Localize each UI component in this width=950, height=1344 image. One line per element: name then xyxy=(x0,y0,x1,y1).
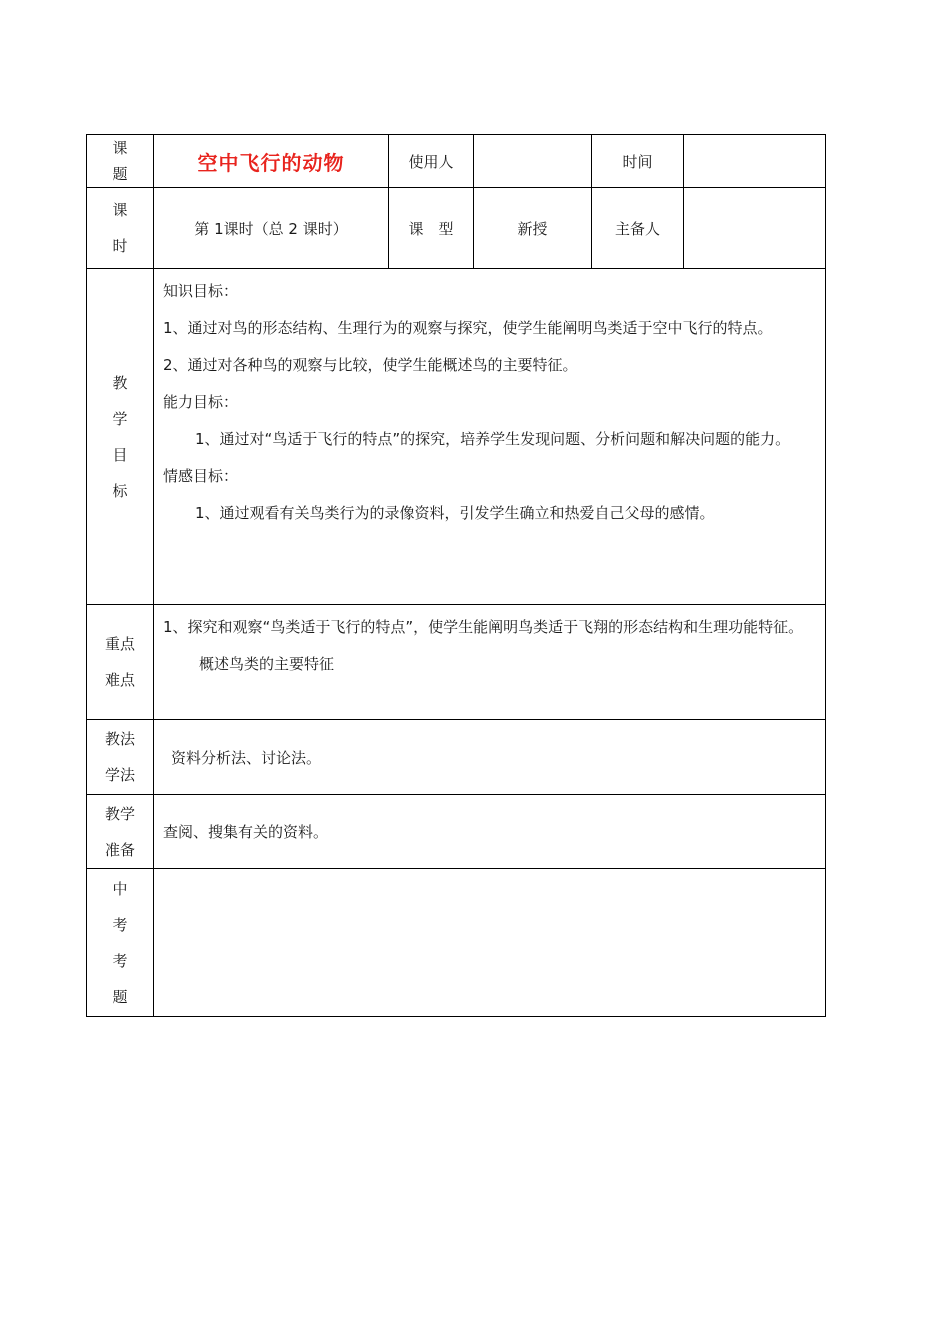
key-points-label-line: 重点 xyxy=(104,635,135,653)
key-points-content xyxy=(154,605,826,720)
time-value xyxy=(684,135,826,188)
exam-questions-text xyxy=(154,869,826,1017)
period-value: 第 1课时（总 2 课时） xyxy=(154,188,389,269)
key-points-row xyxy=(87,605,826,720)
knowledge-item: 1、通过对鸟的形态结构、生理行为的观察与探究，使学生能阐明鸟类适于空中飞行的特点。 xyxy=(163,319,773,337)
type-value: 新授 xyxy=(474,188,592,269)
topic-label-char: 题 xyxy=(112,165,128,183)
type-label: 课 型 xyxy=(389,188,474,269)
exam-questions-label-char: 中 xyxy=(112,879,128,898)
objectives-row xyxy=(87,269,826,605)
objectives-content xyxy=(154,269,826,605)
topic-label-char: 课 xyxy=(112,139,128,157)
preparation-row xyxy=(87,795,826,869)
user-value xyxy=(474,135,592,188)
topic-label-cell xyxy=(87,135,154,188)
objectives-label-char: 标 xyxy=(112,481,128,500)
objectives-label-cell xyxy=(87,269,154,605)
preparation-label-line: 准备 xyxy=(104,840,135,859)
knowledge-heading: 知识目标： xyxy=(163,282,239,300)
preparation-text: 查阅、搜集有关的资料。 xyxy=(154,795,826,869)
exam-questions-label-char: 考 xyxy=(112,951,128,970)
preparer-label: 主备人 xyxy=(592,188,684,269)
period-label-char: 课 xyxy=(112,201,128,219)
period-label-cell xyxy=(87,188,154,269)
knowledge-item: 2、通过对各种鸟的观察与比较，使学生能概述鸟的主要特征。 xyxy=(163,356,578,374)
time-label: 时间 xyxy=(592,135,684,188)
objectives-label-char: 目 xyxy=(112,445,128,464)
key-points-label-cell xyxy=(87,605,154,720)
preparation-label-cell xyxy=(87,795,154,869)
topic-row xyxy=(87,135,826,188)
exam-questions-row xyxy=(87,869,826,1017)
preparer-value xyxy=(684,188,826,269)
objectives-label-char: 教 xyxy=(112,373,128,392)
objectives-label-char: 学 xyxy=(112,409,128,428)
emotion-heading: 情感目标： xyxy=(163,467,239,485)
methods-row xyxy=(87,720,826,795)
methods-label-line: 教法 xyxy=(104,730,135,748)
key-points-label-line: 难点 xyxy=(104,671,135,689)
key-point-item: 概述鸟类的主要特征 xyxy=(199,655,335,673)
methods-label-cell xyxy=(87,720,154,795)
period-row xyxy=(87,188,826,269)
topic-title: 空中飞行的动物 xyxy=(154,135,389,188)
preparation-label-line: 教学 xyxy=(104,804,135,823)
user-label: 使用人 xyxy=(389,135,474,188)
key-point-item: 1、探究和观察“鸟类适于飞行的特点”，使学生能阐明鸟类适于飞翔的形态结构和生理功能特征。 xyxy=(163,618,804,636)
methods-text: 资料分析法、讨论法。 xyxy=(154,720,826,795)
ability-heading: 能力目标： xyxy=(163,393,239,411)
exam-questions-label-cell xyxy=(87,869,154,1017)
emotion-item: 1、通过观看有关鸟类行为的录像资料，引发学生确立和热爱自己父母的感情。 xyxy=(195,504,715,522)
exam-questions-label-char: 题 xyxy=(112,987,128,1006)
lesson-plan-table xyxy=(86,134,826,1017)
period-label-char: 时 xyxy=(112,237,128,255)
exam-questions-label-char: 考 xyxy=(112,915,128,934)
methods-label-line: 学法 xyxy=(104,766,135,784)
ability-item: 1、通过对“鸟适于飞行的特点”的探究，培养学生发现问题、分析问题和解决问题的能力。 xyxy=(195,430,791,448)
